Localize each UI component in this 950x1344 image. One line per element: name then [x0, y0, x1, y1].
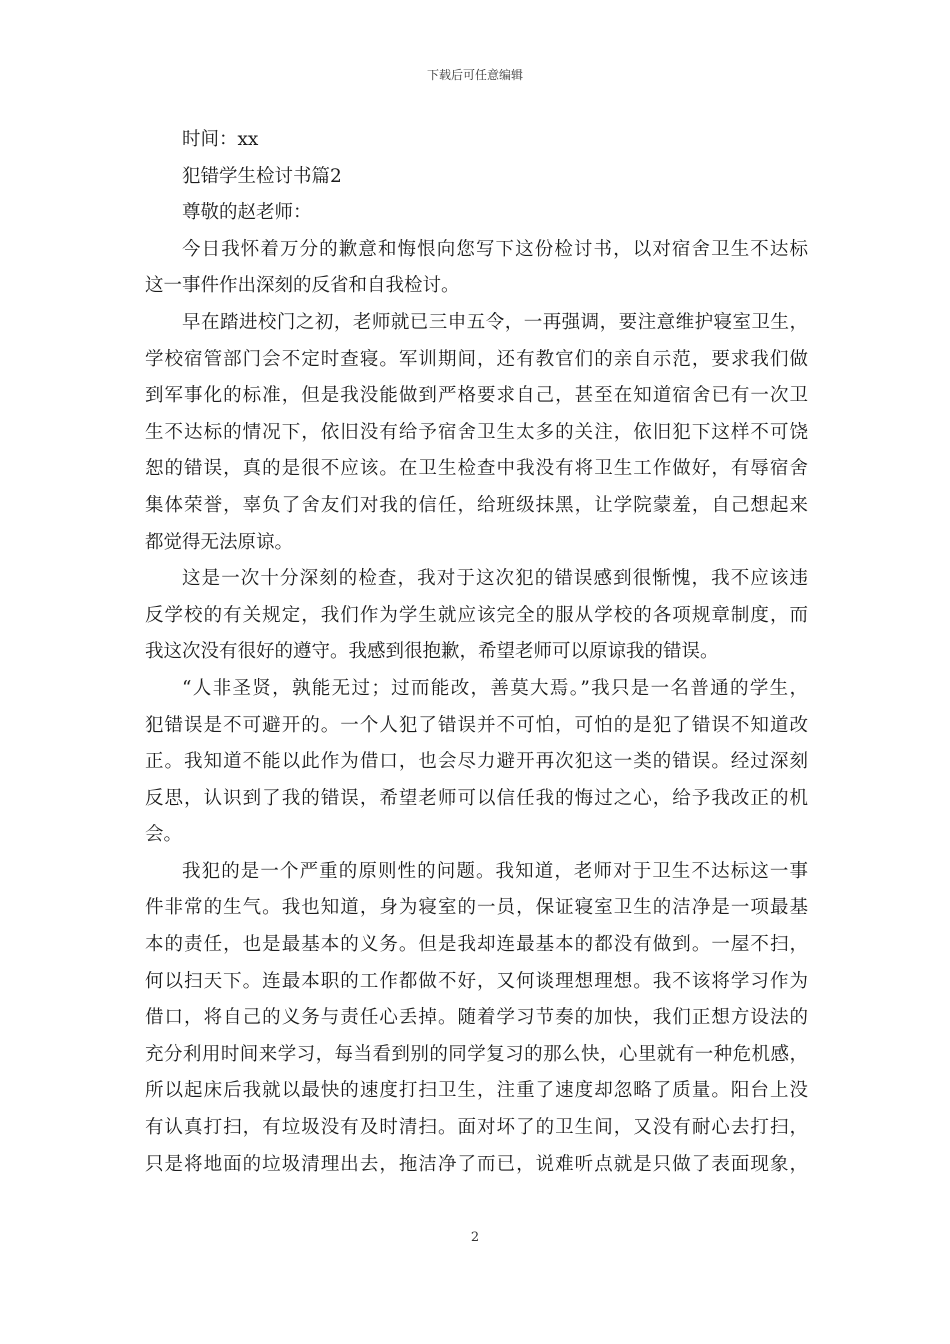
paragraph-line: 犯错误是不可避开的。一个人犯了错误并不可怕，可怕的是犯了错误不知道改 [145, 714, 808, 736]
paragraph-line: 我犯的是一个严重的原则性的问题。我知道，老师对于卫生不达标这一事 [182, 860, 808, 882]
paragraph-line: 恕的错误，真的是很不应该。在卫生检查中我没有将卫生工作做好，有辱宿舍 [145, 458, 808, 480]
paragraph-line: 有认真打扫，有垃圾没有及时清扫。面对坏了的卫生间，又没有耐心去打扫， [145, 1117, 808, 1139]
paragraph-line: 这一事件作出深刻的反省和自我检讨。 [145, 275, 460, 297]
paragraph-line: 本的责任，也是最基本的义务。但是我却连最基本的都没有做到。一屋不扫， [145, 934, 808, 956]
paragraph-line: 反思，认识到了我的错误，希望老师可以信任我的悔过之心，给予我改正的机 [145, 787, 808, 809]
page-header: 下载后可任意编辑 [426, 68, 523, 82]
paragraph-line: 借口，将自己的义务与责任心丢掉。随着学习节奏的加快，我们正想方设法的 [145, 1007, 808, 1029]
paragraph-line: 充分利用时间来学习，每当看到别的同学复习的那么快，心里就有一种危机感， [145, 1043, 808, 1065]
paragraph-line: 所以起床后我就以最快的速度打扫卫生，注重了速度却忽略了质量。阳台上没 [145, 1080, 808, 1102]
paragraph-line: 正。我知道不能以此作为借口，也会尽力避开再次犯这一类的错误。经过深刻 [145, 751, 808, 773]
paragraph-line: 件非常的生气。我也知道，身为寝室的一员，保证寝室卫生的洁净是一项最基 [145, 897, 808, 919]
paragraph-line: 反学校的有关规定，我们作为学生就应该完全的服从学校的各项规章制度，而 [145, 604, 808, 626]
document-body [145, 122, 808, 1183]
paragraph-line: 这是一次十分深刻的检查，我对于这次犯的错误感到很惭愧，我不应该违 [182, 568, 808, 590]
date-line: 时间：xx [182, 129, 259, 150]
section-title: 犯错学生检讨书篇2 [182, 165, 342, 187]
paragraph-line: 早在踏进校门之初，老师就已三申五令，一再强调，要注意维护寝室卫生， [182, 311, 808, 333]
paragraph-line: 只是将地面的垃圾清理出去，拖洁净了而已，说难听点就是只做了表面现象， [145, 1153, 808, 1175]
paragraph-line: 我这次没有很好的遵守。我感到很抱歉，希望老师可以原谅我的错误。 [145, 641, 719, 663]
paragraph-line: “人非圣贤，孰能无过；过而能改，善莫大焉。”我只是一名普通的学生， [182, 677, 808, 699]
paragraph-line: 何以扫天下。连最本职的工作都做不好，又何谈理想理想。我不该将学习作为 [145, 970, 808, 992]
paragraph-line: 今日我怀着万分的歉意和悔恨向您写下这份检讨书，以对宿舍卫生不达标 [182, 238, 808, 260]
paragraph-line: 集体荣誉，辜负了舍友们对我的信任，给班级抹黑，让学院蒙羞，自己想起来 [145, 494, 808, 516]
salutation: 尊敬的赵老师： [182, 202, 312, 224]
paragraph-line: 会。 [145, 824, 183, 846]
paragraph-line: 都觉得无法原谅。 [145, 531, 294, 553]
page-number: 2 [470, 1230, 480, 1245]
paragraph-line: 到军事化的标准，但是我没能做到严格要求自己，甚至在知道宿舍已有一次卫 [145, 385, 808, 407]
paragraph-line: 生不达标的情况下，依旧没有给予宿舍卫生太多的关注，依旧犯下这样不可饶 [145, 421, 808, 443]
paragraph-line: 学校宿管部门会不定时查寝。军训期间，还有教官们的亲自示范，要求我们做 [145, 348, 808, 370]
